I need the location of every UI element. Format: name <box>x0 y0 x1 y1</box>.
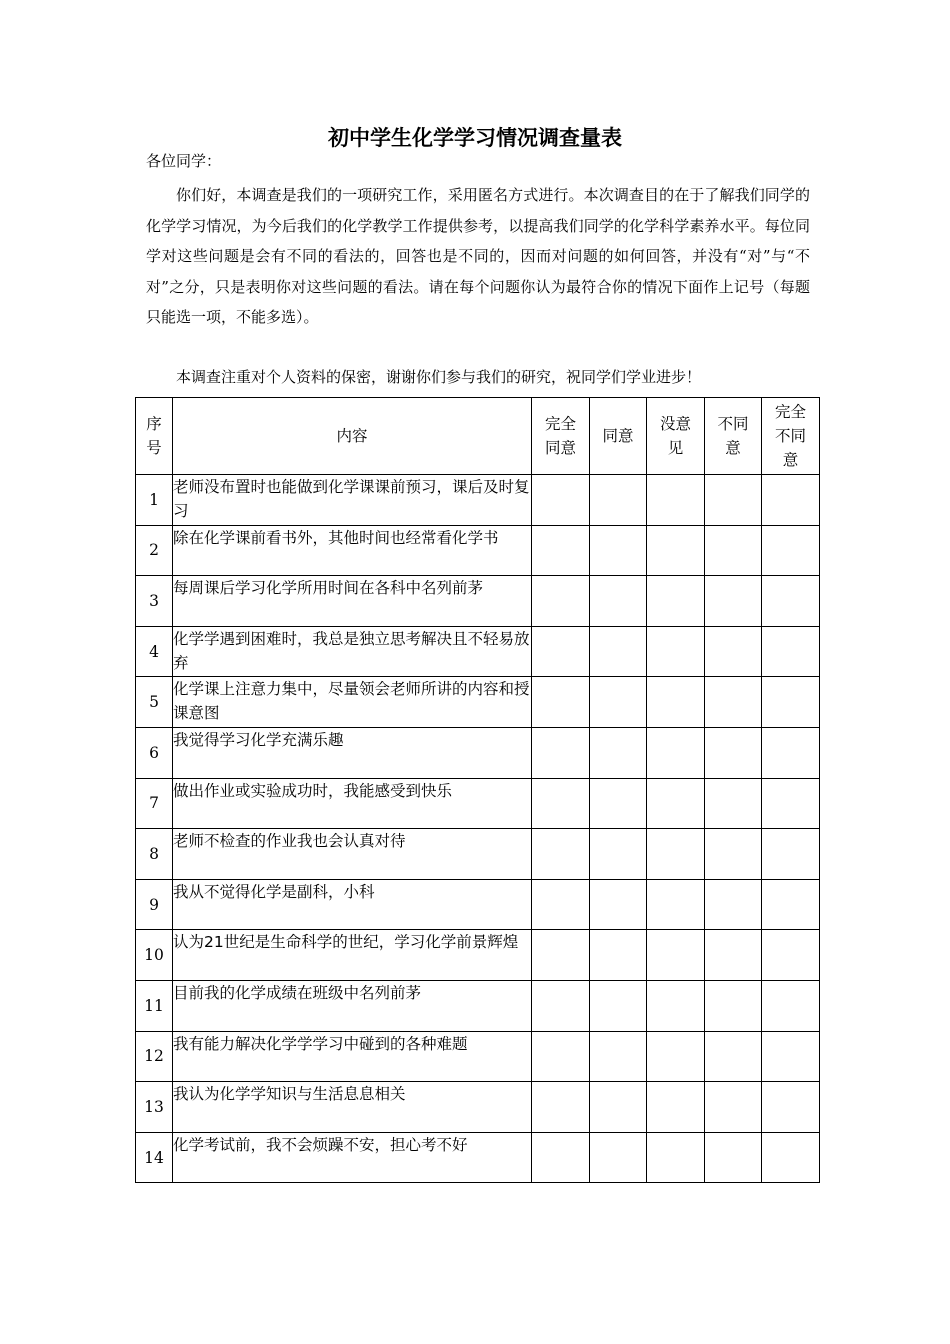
table-row <box>136 1031 820 1082</box>
answer-cell-agree[interactable] <box>590 980 647 1031</box>
row-number: 4 <box>136 626 173 677</box>
table-body <box>136 475 820 1183</box>
answer-cell-strongly-disagree[interactable] <box>762 677 820 728</box>
answer-cell-neutral[interactable] <box>647 475 705 526</box>
question-text: 目前我的化学成绩在班级中名列前茅 <box>173 980 532 1031</box>
table-row <box>136 626 820 677</box>
answer-cell-neutral[interactable] <box>647 677 705 728</box>
answer-cell-neutral[interactable] <box>647 930 705 981</box>
answer-cell-strongly-disagree[interactable] <box>762 576 820 627</box>
question-text: 老师没布置时也能做到化学课课前预习，课后及时复习 <box>173 475 532 526</box>
answer-cell-disagree[interactable] <box>705 778 762 829</box>
row-number: 7 <box>136 778 173 829</box>
row-number: 1 <box>136 475 173 526</box>
question-text: 做出作业或实验成功时，我能感受到快乐 <box>173 778 532 829</box>
answer-cell-strongly-disagree[interactable] <box>762 980 820 1031</box>
answer-cell-disagree[interactable] <box>705 879 762 930</box>
answer-cell-disagree[interactable] <box>705 1031 762 1082</box>
answer-cell-strongly-disagree[interactable] <box>762 778 820 829</box>
header-content: 内容 <box>173 398 532 475</box>
answer-cell-strongly-agree[interactable] <box>532 980 590 1031</box>
answer-cell-agree[interactable] <box>590 525 647 576</box>
answer-cell-strongly-disagree[interactable] <box>762 626 820 677</box>
answer-cell-strongly-disagree[interactable] <box>762 727 820 778</box>
table-row <box>136 1082 820 1133</box>
table-header-row <box>136 398 820 475</box>
answer-cell-agree[interactable] <box>590 829 647 880</box>
table-row <box>136 1132 820 1183</box>
question-text: 除在化学课前看书外，其他时间也经常看化学书 <box>173 525 532 576</box>
header-strongly-agree: 完全同意 <box>532 398 590 475</box>
answer-cell-neutral[interactable] <box>647 1132 705 1183</box>
row-number: 9 <box>136 879 173 930</box>
answer-cell-neutral[interactable] <box>647 1082 705 1133</box>
table-row <box>136 829 820 880</box>
answer-cell-strongly-agree[interactable] <box>532 576 590 627</box>
answer-cell-disagree[interactable] <box>705 829 762 880</box>
answer-cell-strongly-agree[interactable] <box>532 879 590 930</box>
answer-cell-disagree[interactable] <box>705 576 762 627</box>
header-num: 序号 <box>136 398 173 475</box>
answer-cell-agree[interactable] <box>590 778 647 829</box>
answer-cell-neutral[interactable] <box>647 576 705 627</box>
question-text: 每周课后学习化学所用时间在各科中名列前茅 <box>173 576 532 627</box>
answer-cell-neutral[interactable] <box>647 525 705 576</box>
header-disagree: 不同意 <box>705 398 762 475</box>
answer-cell-strongly-disagree[interactable] <box>762 829 820 880</box>
answer-cell-strongly-disagree[interactable] <box>762 1031 820 1082</box>
answer-cell-strongly-agree[interactable] <box>532 677 590 728</box>
answer-cell-strongly-agree[interactable] <box>532 475 590 526</box>
privacy-note: 本调查注重对个人资料的保密，谢谢你们参与我们的研究，祝同学们学业进步！ <box>176 368 702 386</box>
answer-cell-strongly-agree[interactable] <box>532 778 590 829</box>
answer-cell-disagree[interactable] <box>705 677 762 728</box>
question-text: 我有能力解决化学学学习中碰到的各种难题 <box>173 1031 532 1082</box>
table-row <box>136 475 820 526</box>
table-row <box>136 879 820 930</box>
answer-cell-strongly-agree[interactable] <box>532 727 590 778</box>
answer-cell-disagree[interactable] <box>705 1132 762 1183</box>
question-text: 我认为化学学知识与生活息息相关 <box>173 1082 532 1133</box>
answer-cell-strongly-agree[interactable] <box>532 1132 590 1183</box>
answer-cell-disagree[interactable] <box>705 930 762 981</box>
answer-cell-strongly-agree[interactable] <box>532 829 590 880</box>
answer-cell-neutral[interactable] <box>647 626 705 677</box>
answer-cell-neutral[interactable] <box>647 879 705 930</box>
answer-cell-strongly-disagree[interactable] <box>762 525 820 576</box>
answer-cell-disagree[interactable] <box>705 1082 762 1133</box>
table-row <box>136 525 820 576</box>
answer-cell-disagree[interactable] <box>705 525 762 576</box>
answer-cell-neutral[interactable] <box>647 829 705 880</box>
row-number: 8 <box>136 829 173 880</box>
intro-paragraph: 你们好，本调查是我们的一项研究工作，采用匿名方式进行。本次调查目的在于了解我们同学的化学学习情况，为今后我们的化学教学工作提供参考，以提高我们同学的化学科学素养水平。每位同学对这些问题是会有不同的看法的，回答也是不同的，因而对问题的如何回答，并没有“对”与“不对”之分，只是表明你对这些问题的看法。请在每个问题你认为最符合你的情况下面作上记号（每题只能选一项，不能多选）。 <box>146 186 810 326</box>
row-number: 2 <box>136 525 173 576</box>
answer-cell-agree[interactable] <box>590 727 647 778</box>
answer-cell-strongly-agree[interactable] <box>532 1082 590 1133</box>
row-number: 13 <box>136 1082 173 1133</box>
answer-cell-disagree[interactable] <box>705 626 762 677</box>
question-text: 化学学遇到困难时，我总是独立思考解决且不轻易放弃 <box>173 626 532 677</box>
row-number: 10 <box>136 930 173 981</box>
question-text: 认为21世纪是生命科学的世纪，学习化学前景辉煌 <box>173 930 532 981</box>
answer-cell-neutral[interactable] <box>647 1031 705 1082</box>
answer-cell-agree[interactable] <box>590 677 647 728</box>
question-text: 我觉得学习化学充满乐趣 <box>173 727 532 778</box>
answer-cell-strongly-agree[interactable] <box>532 1031 590 1082</box>
question-text: 我从不觉得化学是副科，小科 <box>173 879 532 930</box>
row-number: 14 <box>136 1132 173 1183</box>
answer-cell-agree[interactable] <box>590 475 647 526</box>
answer-cell-agree[interactable] <box>590 1132 647 1183</box>
answer-cell-neutral[interactable] <box>647 727 705 778</box>
header-strongly-disagree: 完全不同意 <box>762 398 820 475</box>
answer-cell-strongly-agree[interactable] <box>532 930 590 981</box>
answer-cell-disagree[interactable] <box>705 980 762 1031</box>
header-agree: 同意 <box>590 398 647 475</box>
page-title: 初中学生化学学习情况调查量表 <box>328 126 622 150</box>
answer-cell-agree[interactable] <box>590 1031 647 1082</box>
answer-cell-strongly-disagree[interactable] <box>762 1082 820 1133</box>
answer-cell-agree[interactable] <box>590 879 647 930</box>
row-number: 12 <box>136 1031 173 1082</box>
row-number: 11 <box>136 980 173 1031</box>
answer-cell-strongly-disagree[interactable] <box>762 1132 820 1183</box>
answer-cell-agree[interactable] <box>590 930 647 981</box>
question-text: 化学课上注意力集中，尽量领会老师所讲的内容和授课意图 <box>173 677 532 728</box>
answer-cell-agree[interactable] <box>590 576 647 627</box>
answer-cell-agree[interactable] <box>590 626 647 677</box>
table-row <box>136 576 820 627</box>
answer-cell-agree[interactable] <box>590 1082 647 1133</box>
table-row <box>136 778 820 829</box>
question-text: 化学考试前，我不会烦躁不安，担心考不好 <box>173 1132 532 1183</box>
table-row <box>136 980 820 1031</box>
row-number: 6 <box>136 727 173 778</box>
answer-cell-strongly-disagree[interactable] <box>762 475 820 526</box>
answer-cell-disagree[interactable] <box>705 475 762 526</box>
answer-cell-neutral[interactable] <box>647 778 705 829</box>
greeting: 各位同学： <box>146 152 222 170</box>
header-neutral: 没意见 <box>647 398 705 475</box>
answer-cell-neutral[interactable] <box>647 980 705 1031</box>
answer-cell-disagree[interactable] <box>705 727 762 778</box>
survey-table <box>135 397 820 1183</box>
table-row <box>136 677 820 728</box>
row-number: 3 <box>136 576 173 627</box>
answer-cell-strongly-agree[interactable] <box>532 525 590 576</box>
answer-cell-strongly-disagree[interactable] <box>762 879 820 930</box>
question-text: 老师不检查的作业我也会认真对待 <box>173 829 532 880</box>
table-row <box>136 727 820 778</box>
table-row <box>136 930 820 981</box>
row-number: 5 <box>136 677 173 728</box>
answer-cell-strongly-agree[interactable] <box>532 626 590 677</box>
answer-cell-strongly-disagree[interactable] <box>762 930 820 981</box>
